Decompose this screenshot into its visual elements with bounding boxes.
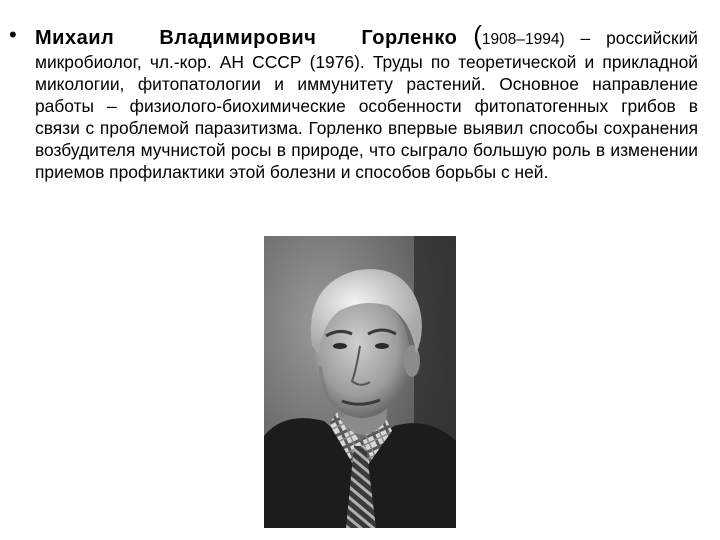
life-years: 1908–1994)	[481, 31, 565, 48]
biography-text: российский микробиолог, чл.-кор. АН СССР (1976). Труды по теоретической и прикладной микологии, фитопатологии и иммунитету растений. Основное направление работы – физиолого-биохимические особенности фитопатогенных грибов в связи с проблемой паразитизма. Горленко впервые выявил способы сохранения возбудителя мучнистой росы в природе, что сыграло большую роль в изменении приемов профилактики этой болезни и способов борьбы с ней.	[35, 28, 699, 182]
portrait-photo-icon	[264, 236, 456, 528]
portrait-photo	[264, 236, 456, 528]
dash: –	[564, 28, 607, 48]
biography-paragraph	[35, 20, 699, 183]
bullet-marker: •	[9, 22, 17, 47]
person-name: Михаил Владимирович Горленко	[35, 27, 458, 49]
open-paren: (	[473, 20, 482, 50]
